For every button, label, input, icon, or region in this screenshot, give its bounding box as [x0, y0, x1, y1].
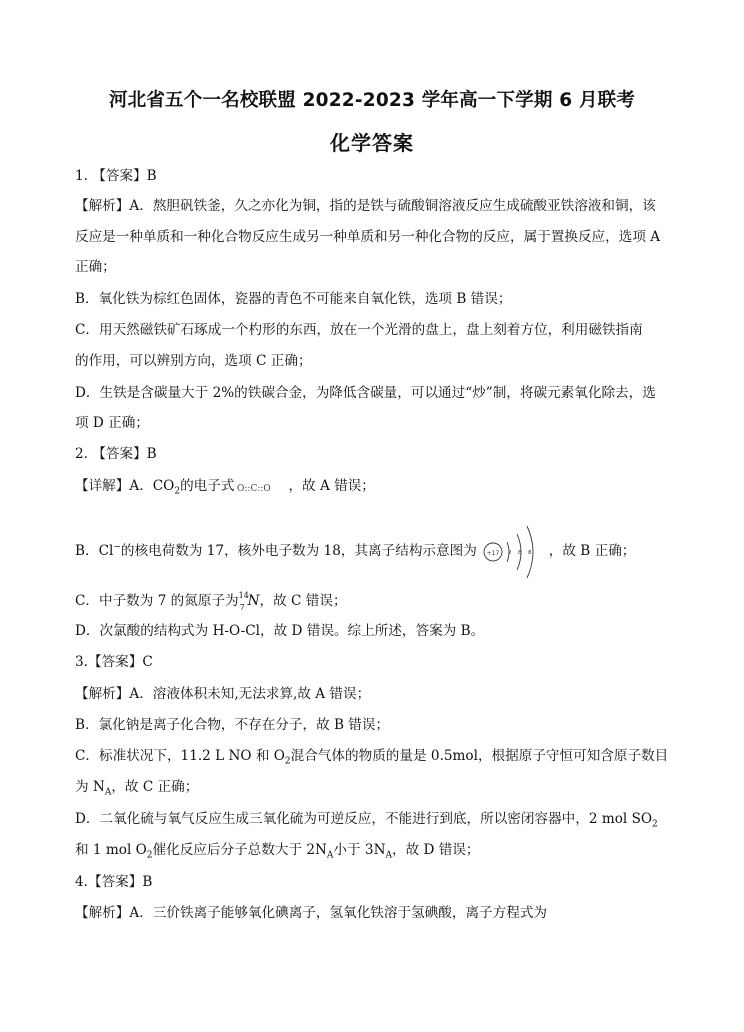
q3-option-d-line2: 和 1 mol $O_2$催化反应后分子总数大于 $2N_A$小于 $3N_A$，故 D 错误； — [75, 842, 480, 861]
q2-option-b: B．Cl−的核电荷数为 17，核外电子数为 18，其离子结构示意图为 +17 2 8 8 ，故 B 正确； — [75, 519, 635, 583]
q4-answer: 4.【答案】B — [75, 874, 153, 890]
q1-analysis-a-line3: 正确； — [75, 259, 116, 275]
q2-option-d: D．次氯酸的结构式为 H-O-Cl，故 D 错误。综上所述，答案为 B。 — [75, 623, 485, 639]
q1-analysis-a-line1: 【解析】A．熬胆矾铁釜，久之亦化为铜，指的是铁与硫酸铜溶液反应生成硫酸亚铁溶液和铜，该 — [75, 198, 656, 214]
q1-option-c-line2: 的作用，可以辨别方向，选项 C 正确； — [75, 353, 312, 369]
q2-option-c: C．中子数为 7 的氮原子为 14 7 N，故 C 错误； — [75, 591, 347, 612]
document-title: 河北省五个一名校联盟 2022-2023 学年高一下学期 6 月联考 — [108, 90, 636, 111]
nucleus-charge: +17 — [486, 549, 500, 557]
chloride-ion-structure-diagram — [481, 520, 545, 584]
q4-analysis-a: 【解析】A．三价铁离子能够氧化碘离子，氢氧化铁溶于氢碘酸，离子方程式为 — [75, 905, 548, 921]
shell-electrons-2: 8 — [517, 549, 522, 556]
q1-analysis-a-line2: 反应是一种单质和一种化合物反应生成另一种单质和另一种化合物的反应，属于置换反应，选项 A — [75, 229, 661, 245]
q1-option-d-line2: 项 D 正确； — [75, 415, 149, 431]
co2-lewis-structure-image — [236, 478, 284, 496]
q3-option-b: B．氯化钠是离子化合物，不存在分子，故 B 错误； — [75, 717, 390, 733]
q1-option-d-line1: D．生铁是含碳量大于 2%的铁碳合金，为降低含碳量，可以通过“炒”制，将碳元素氧化除去，选 — [75, 385, 656, 401]
q3-option-c-line1: C．标准状况下，11.2 L NO 和 $O_2$混合气体的物质的量是 0.5mol，根据原子守恒可知含原子数目 — [75, 748, 669, 767]
document-subtitle: 化学答案 — [330, 131, 414, 155]
q3-option-c-line2: 为 $N_A$，故 C 正确； — [75, 779, 199, 798]
lewis-text: O::C::O — [237, 483, 272, 494]
q1-option-c-line1: C．用天然磁铁矿石琢成一个杓形的东西，放在一个光滑的盘上，盘上刻着方位，利用磁铁指南 — [75, 322, 643, 338]
q1-option-b: B．氧化铁为棕红色固体，瓷器的青色不可能来自氧化铁，选项 B 错误； — [75, 291, 512, 307]
q2-detail-a: 【详解】A．$CO_2$的电子式 O::C::O ，故 A 错误； — [75, 478, 375, 497]
shell-electrons-3: 8 — [527, 549, 532, 556]
q1-answer: 1. 【答案】B — [75, 168, 157, 184]
q3-analysis-a: 【解析】A．溶液体积未知,无法求算,故 A 错误； — [75, 686, 371, 702]
q3-answer: 3.【答案】C — [75, 654, 153, 670]
shell-electrons-1: 2 — [507, 549, 512, 556]
q3-option-d-line1: D．二氧化硫与氧气反应生成三氧化硫为可逆反应，不能进行到底，所以密闭容器中，2 mol $SO_2$ — [75, 811, 658, 830]
q2-answer: 2. 【答案】B — [75, 446, 157, 462]
